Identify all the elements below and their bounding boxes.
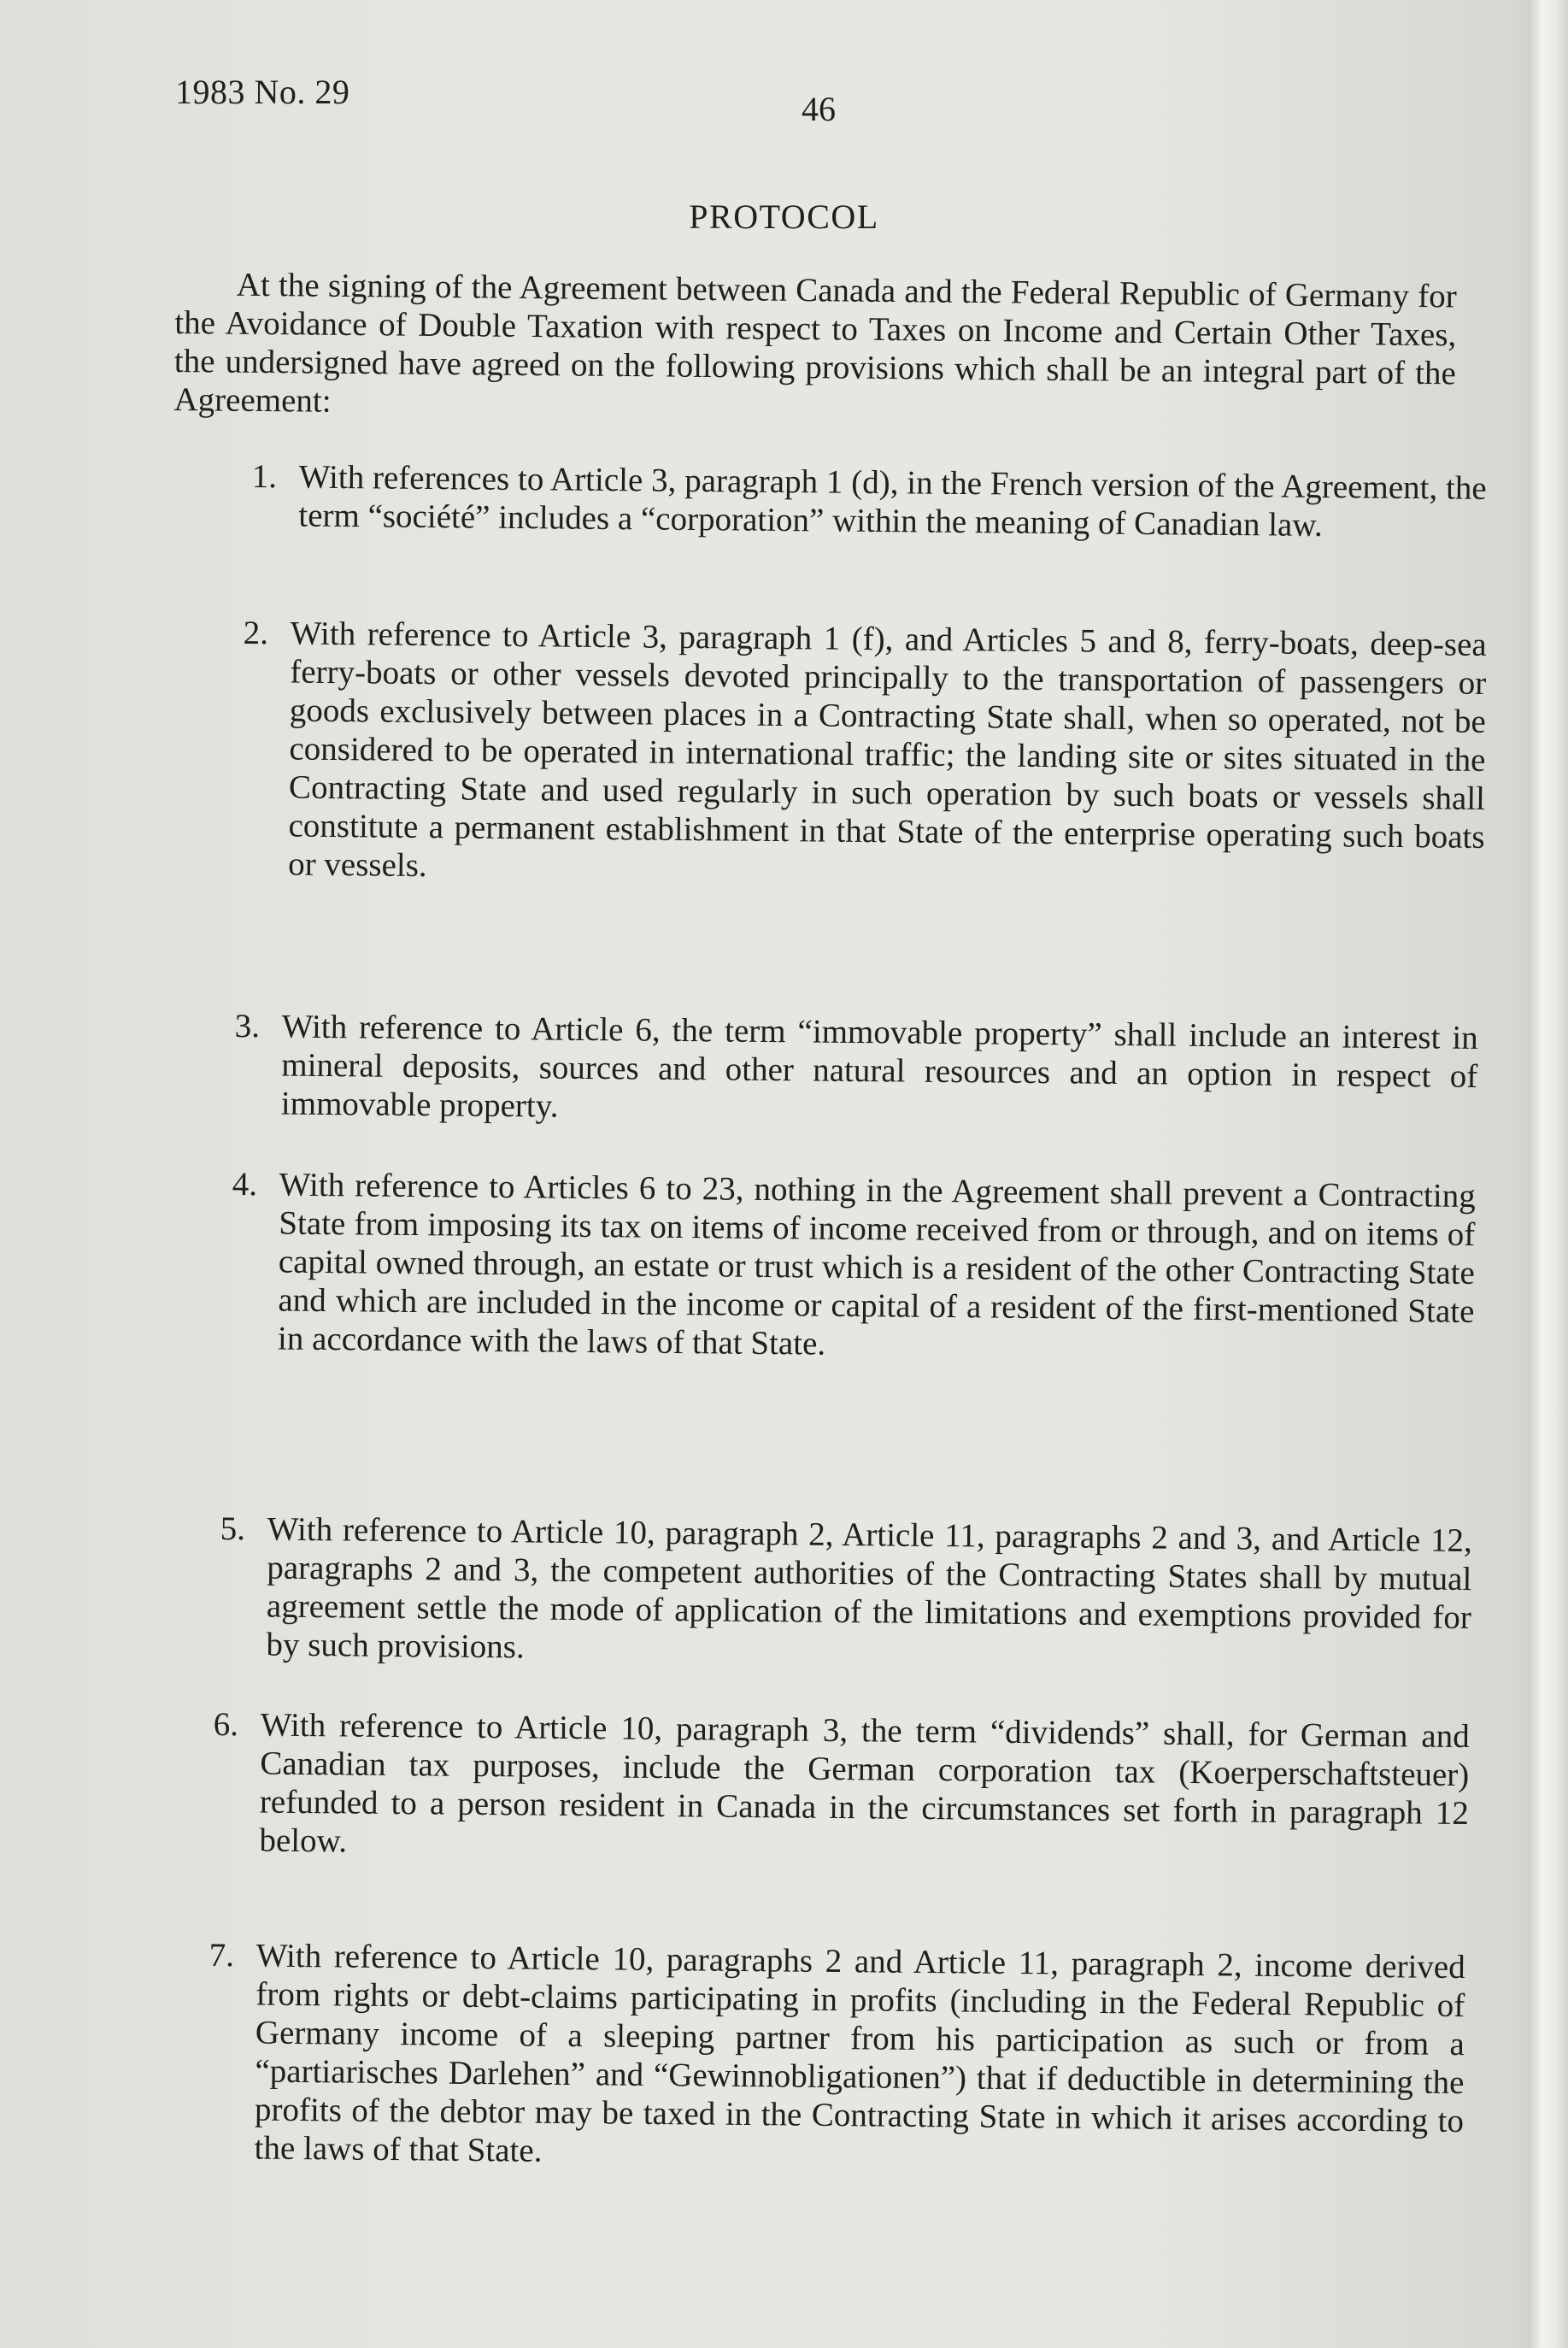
provision-text: With reference to Article 10, paragraphs 2 and Article 11, paragraph 2, income derived from rights or debt-claims participating in profits (including in the Federal Republic of Germany income of a sleeping partner from his participation as such or from a “partiarisches Darlehen” and “Gewinnobligationen”) that if deductible in determining the profits of the debtor may be taxed in the Contracting State in which it arises according to the laws of that State.: [254, 1937, 1465, 2169]
page-edge: [1529, 0, 1568, 2348]
intro-text: At the signing of the Agreement between Canada and the Federal Republic of Germany for the Avoidance of Double Taxation with respect to Taxes on Income and Certain Other Taxes, the undersigned have agreed on the following provisions which shall be an integral part of the Agreement:: [173, 266, 1457, 420]
provision-number: 5.: [220, 1510, 246, 1548]
provision-text: With reference to Article 10, paragraph 2, Article 11, paragraphs 2 and 3, and Article 12, paragraphs 2 and 3, the competent authorities of the Contracting States shall by mutual agreement settle the mode of application of the limitations and exemptions provided for by such provisions.: [266, 1510, 1472, 1666]
provision-number: 7.: [208, 1937, 235, 1974]
provision-text: With reference to Articles 6 to 23, nothing in the Agreement shall prevent a Contracting State from imposing its tax on items of income received from or through, and on items of capital owned through, an estate or trust which is a resident of the other Contracting State and which are included in the income or capital of a resident of the first-mentioned State in accordance with the laws of that State.: [277, 1166, 1476, 1362]
provision-number: 1.: [251, 457, 278, 496]
provision-text: With references to Article 3, paragraph 1 (d), in the French version of the Agreement, the term “société” includes a “corporation” within the meaning of Canadian law.: [298, 458, 1487, 544]
intro-paragraph: [173, 265, 1457, 431]
provision-number: 3.: [234, 1008, 261, 1045]
document-title: PROTOCOL: [689, 197, 879, 236]
page-number: 46: [802, 90, 836, 128]
provision-number: 4.: [232, 1166, 258, 1203]
provision-number: 6.: [213, 1706, 239, 1744]
provision-text: With reference to Article 10, paragraph 3, the term “dividends” shall, for German and Canadian tax purposes, include the German corporation tax (Koerperschaftsteuer) refunded to a person resident in Canada in the circumstances set forth in paragraph 12 below.: [259, 1706, 1470, 1860]
provision-text: With reference to Article 3, paragraph 1 (f), and Articles 5 and 8, ferry-boats, deep-sea ferry-boats or other vessels devoted principally to the transportation of passengers or goods exclusively between places in a Contracting State shall, when so operated, not be considered to be operated in international traffic; the landing site or sites situated in the Contracting State and used regularly in such operation by such boats or vessels shall constitute a permanent establishment in that State of the enterprise operating such boats or vessels.: [287, 615, 1487, 885]
provision-text: With reference to Article 6, the term “immovable property” shall include an interest in mineral deposits, sources and other natural resources and an option in respect of immovable property.: [280, 1008, 1478, 1125]
statute-reference: 1983 No. 29: [175, 73, 350, 111]
provision-number: 2.: [243, 614, 269, 652]
